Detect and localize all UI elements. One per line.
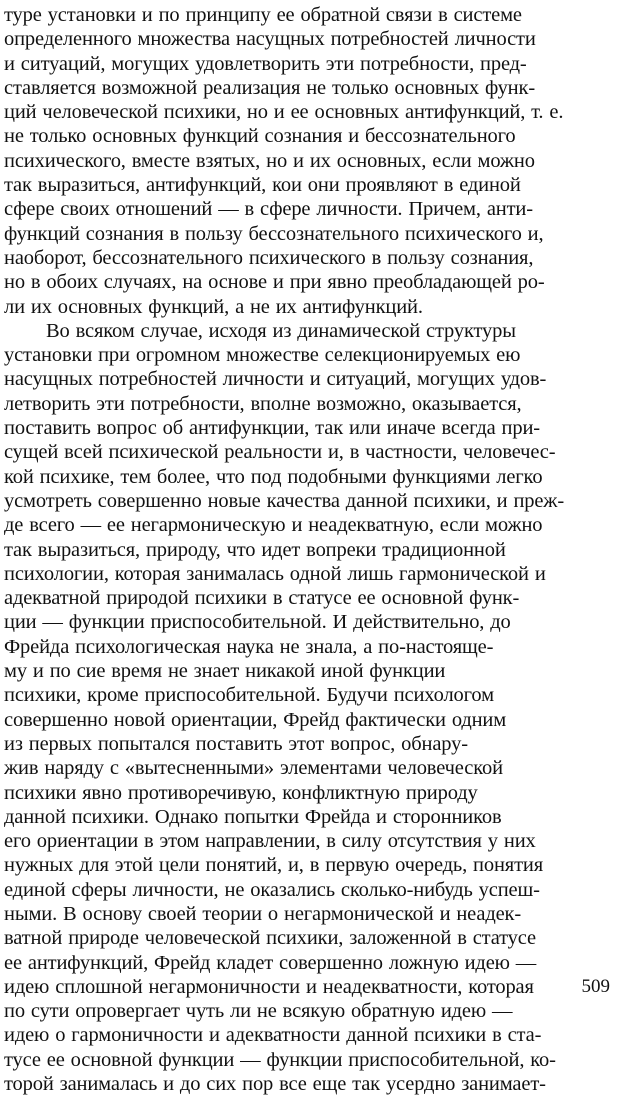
text-line: наоборот, бессознательного психического в пользу сознания, xyxy=(4,246,534,269)
text-line: поставить вопрос об антифункции, так или иначе всегда при- xyxy=(4,417,540,440)
text-line: ными. В основу своей теории о негармонической и неадек- xyxy=(4,902,522,925)
text-line: психики, кроме приспособительной. Будучи психологом xyxy=(4,684,494,707)
text-line: ции — функции приспособительной. И действительно, до xyxy=(4,611,511,634)
text-line: совершенно новой ориентации, Фрейд фактически одним xyxy=(4,708,507,731)
text-line: нужных для этой цели понятий, и, в первую очередь, понятия xyxy=(4,854,543,877)
page-number: 509 xyxy=(581,976,610,997)
text-line: единой сферы личности, не оказались сколько-нибудь успеш- xyxy=(4,878,540,901)
text-line: психологии, которая занималась одной лишь гармонической и xyxy=(4,562,546,585)
text-line: Фрейда психологическая наука не знала, а по-настояще- xyxy=(4,635,494,658)
text-line: ватной природе человеческой психики, заложенной в статусе xyxy=(4,927,536,950)
text-line: усмотреть совершенно новые качества данной психики, и преж- xyxy=(4,489,564,512)
text-line: по сути опровергает чуть ли не всякую обратную идею — xyxy=(4,1000,513,1023)
text-line: идею сплошной негармоничности и неадекватности, которая xyxy=(4,975,534,998)
text-line: ли их основных функций, а не их антифункций. xyxy=(4,295,423,318)
text-line: определенного множества насущных потребностей личности xyxy=(4,28,536,51)
text-line: психики явно противоречивую, конфликтную природу xyxy=(4,781,478,804)
text-line: ее антифункций, Фрейд кладет совершенно ложную идею — xyxy=(4,951,537,974)
text-line: му и по сие время не знает никакой иной функции xyxy=(4,660,446,683)
text-line: Во всяком случае, исходя из динамической структуры xyxy=(46,319,516,342)
text-line: насущных потребностей личности и ситуаций, могущих удов- xyxy=(4,368,547,391)
text-line: его ориентации в этом направлении, в силу отсутствия у них xyxy=(4,830,536,853)
text-line: идею о гармоничности и адекватности данной психики в ста- xyxy=(4,1024,542,1047)
text-line: данной психики. Однако попытки Фрейда и сторонников xyxy=(4,805,502,828)
text-line: сущей всей психической реальности и, в частности, человечес- xyxy=(4,441,556,464)
text-line: установки при огромном множестве селекционируемых ею xyxy=(4,344,521,367)
body-text xyxy=(4,3,616,1096)
text-line: функций сознания в пользу бессознательного психического и, xyxy=(4,222,544,245)
text-line: торой занималась и до сих пор все еще так усердно занимает- xyxy=(4,1073,546,1096)
text-line: кой психике, тем более, что под подобными функциями легко xyxy=(4,465,543,488)
text-line: летворить эти потребности, вполне возможно, оказывается, xyxy=(4,392,522,415)
text-line: не только основных функций сознания и бессознательного xyxy=(4,125,516,148)
text-line: сфере своих отношений — в сфере личности. Причем, анти- xyxy=(4,198,533,221)
text-line: ставляется возможной реализация не только основных функ- xyxy=(4,76,535,99)
text-line: так выразиться, антифункций, кои они проявляют в единой xyxy=(4,174,521,197)
text-line: и ситуаций, могущих удовлетворить эти потребности, пред- xyxy=(4,52,527,75)
text-line: туре установки и по принципу ее обратной связи в системе xyxy=(4,4,522,26)
text-line: психического, вместе взятых, но и их основных, если можно xyxy=(4,149,535,172)
text-line: жив наряду с «вытесненными» элементами человеческой xyxy=(4,757,503,780)
text-line: ций человеческой психики, но и ее основных антифункций, т. е. xyxy=(4,101,564,124)
text-line: но в обоих случаях, на основе и при явно преобладающей ро- xyxy=(4,271,545,294)
text-line: тусе ее основной функции — функции приспособительной, ко- xyxy=(4,1048,556,1071)
text-line: из первых попытался поставить этот вопрос, обнару- xyxy=(4,732,468,755)
text-line: так выразиться, природу, что идет вопреки традиционной xyxy=(4,538,506,561)
text-line: адекватной природой психики в статусе ее основной функ- xyxy=(4,587,520,610)
text-line: де всего — ее негармоническую и неадекватную, если можно xyxy=(4,514,543,537)
